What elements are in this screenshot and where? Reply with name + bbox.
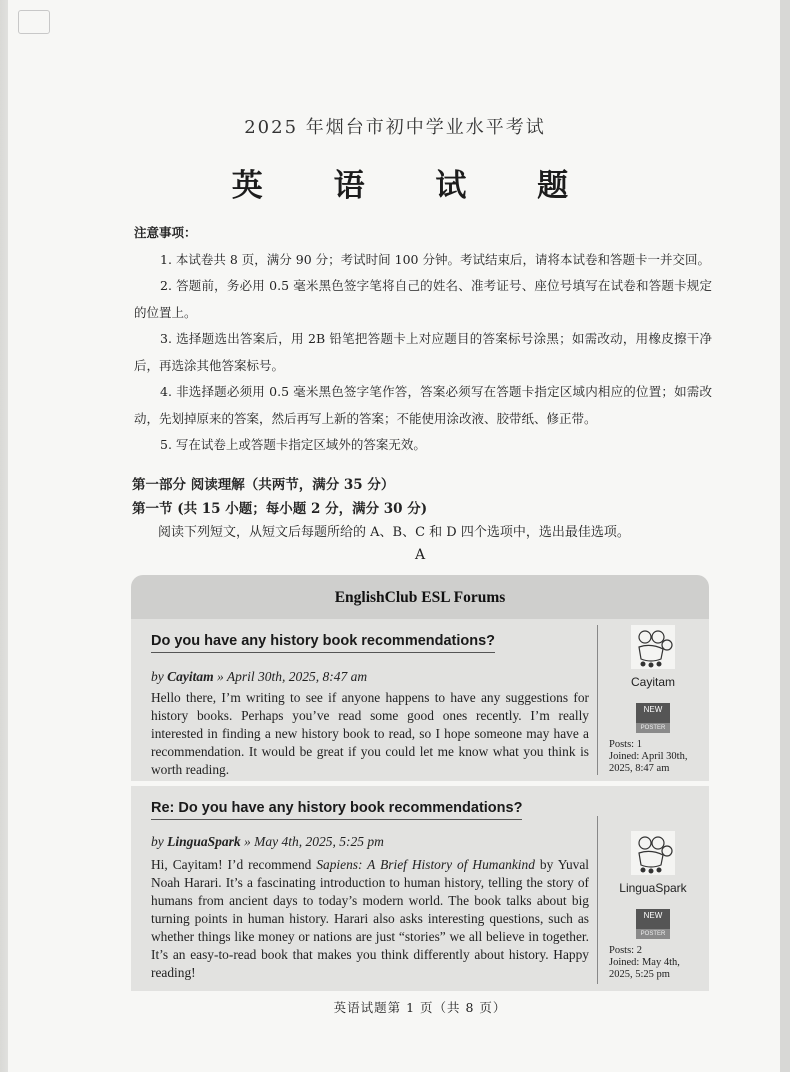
post-date: » May 4th, 2025, 5:25 pm: [240, 834, 384, 849]
post-date: » April 30th, 2025, 8:47 am: [213, 669, 368, 684]
post-author: LinguaSpark: [167, 834, 241, 849]
avatar: [631, 625, 675, 669]
forum-title: EnglishClub ESL Forums: [131, 575, 709, 619]
post-by: by: [151, 834, 168, 849]
exam-notes: [134, 220, 712, 459]
post-count: Posts: 2: [609, 945, 642, 956]
body-text: Hi, Cayitam! I’d recommend: [151, 857, 317, 872]
username: Cayitam: [630, 675, 675, 689]
avatar: [631, 831, 675, 875]
exam-title: 2025 年烟台市初中学业水平考试: [244, 117, 546, 138]
post-title: Re: Do you have any history book recommendations?: [151, 800, 522, 820]
subject-title: 英 语 试 题: [231, 168, 599, 204]
post-title: Do you have any history book recommendations?: [151, 633, 495, 653]
username: LinguaSpark: [619, 881, 687, 895]
post-divider: [597, 816, 598, 984]
page-footer: 英语试题第 1 页（共 8 页）: [333, 1000, 507, 1015]
part-title: 第一部分 阅读理解（共两节，满分 35 分）: [132, 477, 395, 493]
badge-new: NEW: [643, 911, 663, 920]
new-poster-badge: [636, 703, 670, 733]
user-panel: [603, 625, 703, 775]
note-item-3: 3. 选择题选出答案后，用 2B 铅笔把答题卡上对应题目的答案标号涂黑；如需改动，用橡皮擦干净后，再选涂其他答案标号。: [134, 331, 712, 373]
note-item-2: 2. 答题前，务必用 0.5 毫米黑色签字笔将自己的姓名、准考证号、座位号填写在试卷和答题卡规定的位置上。: [134, 278, 712, 320]
body-text-cont: by Yuval Noah Harari. It’s a fascinating introduction to human history, telling the story of humans from ancient days to today’s modern world. The book talks about big turning points in human history. Harari also asks interesting questions, such as whether things like money or nations are just “stories” we all believe in together. It’s an easy-to-read book that makes you think differently about history. Happy reading!: [151, 857, 590, 980]
post-divider: [597, 625, 598, 775]
post-body: [151, 856, 589, 982]
user-panel: [603, 831, 703, 981]
note-item-4: 4. 非选择题必须用 0.5 毫米黑色签字笔作答，答案必须写在答题卡指定区域内相应的位置；如需改动，先划掉原来的答案，然后再写上新的答案；不能使用涂改液、胶带纸、修正带。: [134, 384, 712, 426]
new-poster-badge: [636, 909, 670, 939]
post-by: by: [151, 669, 168, 684]
post-count: Posts: 1: [609, 739, 642, 750]
post-author: Cayitam: [167, 669, 214, 684]
forum-post: [131, 786, 709, 991]
post-body: Hello there, I’m writing to see if anyone happens to have any suggestions for history books. Perhaps you’ve read some good ones recently. I’m really interested in finding a new history book to read, so I hope someone may have a recommendation. It would be great if you could let me know what you think is worth reading.: [151, 690, 589, 777]
part-one: [132, 473, 712, 545]
join-date: Joined: April 30th, 2025, 8:47 am: [609, 751, 688, 774]
badge-new: NEW: [643, 705, 663, 714]
join-date: Joined: May 4th, 2025, 5:25 pm: [609, 957, 680, 980]
book-title: Sapiens: A Brief History of Humankind: [316, 857, 535, 872]
post-meta: [151, 834, 384, 850]
badge-poster: POSTER: [636, 929, 670, 939]
user-stats: [603, 739, 703, 775]
section-title: 第一节 (共 15 小题；每小题 2 分，满分 30 分): [132, 501, 428, 517]
passage-letter: A: [414, 547, 426, 563]
notes-heading: 注意事项：: [134, 225, 197, 240]
note-item-5: 5. 写在试卷上或答题卡指定区域外的答案无效。: [160, 437, 426, 452]
forum-post: [131, 619, 709, 781]
corner-mark: [18, 10, 50, 34]
section-instructions: 阅读下列短文，从短文后每题所给的 A、B、C 和 D 四个选项中，选出最佳选项。: [158, 525, 630, 540]
note-item-1: 1. 本试卷共 8 页，满分 90 分；考试时间 100 分钟。考试结束后，请将本试卷和答题卡一并交回。: [160, 251, 710, 267]
badge-poster: POSTER: [636, 723, 670, 733]
user-stats: [603, 945, 703, 981]
post-meta: [151, 669, 367, 685]
